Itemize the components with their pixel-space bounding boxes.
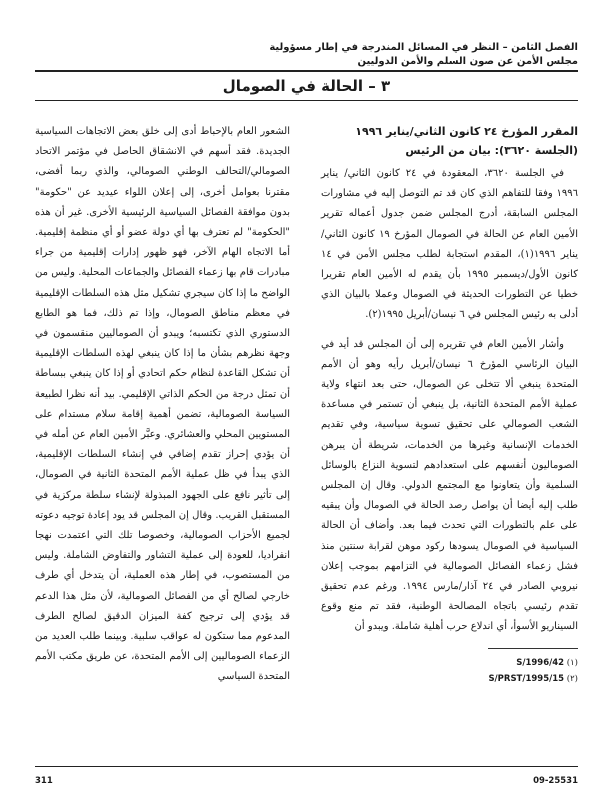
footnote-2-reference: S/PRST/1995/15 xyxy=(488,674,565,684)
footnote-1-number: (١) xyxy=(566,658,578,668)
page-footer xyxy=(35,776,578,788)
right-column xyxy=(321,122,578,638)
header-line-2: مجلس الأمن عن صون السلم والأمن الدوليين xyxy=(357,56,578,67)
header-rule-bottom xyxy=(35,100,578,101)
footnote-rule xyxy=(488,648,578,649)
footnote-1-reference: S/1996/42 xyxy=(516,658,565,668)
footer-rule xyxy=(35,766,578,767)
footnote-2-number: (٢) xyxy=(566,674,578,684)
paragraph-1: في الجلسة ٣٦٢٠، المعقودة في ٢٤ كانون الثاني/ يناير ١٩٩٦ وفقا للتفاهم الذي كان قد تم التوصل إليه في مشاورات المجلس السابقة، أدرج المجلس ضمن جدول أعماله تقرير الأمين العام عن الحالة في الصومال المؤرخ ١٩ كانون الثاني/يناير ١٩٩٦(١)، المقدم استجابة لطلب مجلس الأمن في ١٤ كانون الأول/ديسمبر ١٩٩٥ بأن يقدم له الأمين العام تقريرا خطيا عن التطورات الحديثة في الصومال وعملا بالبيان الذي أدلى به رئيس المجلس في ٦ نيسان/أبريل ١٩٩٥(٢). xyxy=(321,168,579,321)
running-header xyxy=(38,41,578,69)
footnotes xyxy=(321,655,578,687)
document-code: 09-25531 xyxy=(533,776,578,786)
page-number: 311 xyxy=(35,776,53,786)
section-title: ٣ – الحالة في الصومال xyxy=(222,77,391,95)
agenda-subheading: (الجلسة ٣٦٢٠): بيان من الرئيس xyxy=(405,144,578,157)
agenda-heading: المقرر المؤرخ ٢٤ كانون الثاني/يناير ١٩٩٦ xyxy=(355,125,578,138)
footnote-1 xyxy=(321,655,578,671)
paragraph-2: وأشار الأمين العام في تقريره إلى أن المجلس قد أيد في البيان الرئاسي المؤرخ ٦ نيسان/أبريل رأيه وهو أن الأمم المتحدة ينبغي ألا تتخلى عن الصومال، حتى بعد انتهاء ولاية عملية الأمم المتحدة الثانية، بل ينبغي أن تستمر في مساعدة الشعب الصومالي على تحقيق تسوية سياسية، وفي تقديم الخدمات الإنسانية وغيرها من الخدمات، شريطة أن يبرهن الصوماليون أنفسهم على استعدادهم لتسوية النزاع بالوسائل السلمية وأن يتعاونوا مع المجتمع الدولي. وقال إن المجلس طلب إليه أيضا أن يواصل رصد الحالة في الصومال وأن يبقيه على علم بالتطورات التي تحدث فيما بعد. وأضاف أن الحالة السياسية في الصومال يسودها ركود موهن لقرابة سنتين منذ فشل زعماء الفصائل الصومالية في التزامهم بموجب إعلان نيروبي الصادر في ٢٤ آذار/مارس ١٩٩٤. ورغم عدم تحقيق تقدم رئيسي باتجاه المصالحة الوطنية، فقد تم منع وقوع السيناريو الأسوأ، أي اندلاع حرب أهلية شاملة. ويبدو أن xyxy=(321,338,579,633)
header-line-1: الفصل الثامن – النظر في المسائل المندرجة في إطار مسؤولية xyxy=(269,42,578,53)
header-rule-top xyxy=(35,70,578,72)
footnote-2 xyxy=(321,671,578,687)
paragraph-continued: الشعور العام بالإحباط أدى إلى خلق بعض الاتجاهات السياسية الجديدة. فقد أسهم في الانشقاق الحاصل في مؤتمر الاتحاد الصومالي/التحالف الوطني الصومالي، والذي ربما أفضى، مقترنا بعوامل أخرى، إلى إعلان اللواء عيديد عن "حكومة" بدون موافقة الفصائل السياسية الرئيسية الأخرى. غير أن هذه "الحكومة" لم تعترف بها أي دولة عضو أو أي منظمة إقليمية. أما الاتجاه الهام الآخر، فهو ظهور إدارات إقليمية من جراء مبادرات قام بها زعماء الفصائل والجماعات المحلية. وليس من الواضح ما إذا كان سيجري تشكيل مثل هذه السلطات الإقليمية في معظم مناطق الصومال، وإذا تم ذلك، فما هو الطابع الدستوري الذي تكتسبه؛ ويبدو أن الصوماليين منقسمون في وجهة نظرهم بشأن ما إذا كان ينبغي لهذه السلطات الإقليمية أن تشكل القاعدة لنظام حكم اتحادي أو إذا كان ينبغي ببساطة أن تمثل درجة من الحكم الذاتي الإقليمي. بيد أنه نظرا لطبيعة السياسة الصومالية، تضمن أهمية إقامة سلام مستدام على المستويين المحلي والعشائري. وعبَّر الأمين العام عن أمله في أن يؤدي إحراز تقدم إضافي في إنشاء السلطات الإقليمية، الذي يبدأ في ظل عملية الأمم المتحدة الثانية في الصومال، إلى تأثير نافع على الجهود المبذولة لإنشاء سلطة مركزية في المستقبل القريب. وقال إن المجلس قد يود إعادة توجيه دعوته لجميع الأحزاب الصومالية، وخصوصا تلك التي اعتمدت نهجا انفراديا، للعودة إلى عملية التشاور والتفاوض الشاملة. وليس من المستصوب، في إطار هذه العملية، أن يتدخل أي طرف خارجي لصالح أي من الفصائل الصومالية، لأن مثل هذا الدعم قد يؤدي إلى ترجيح كفة الميزان الدقيق لصالح الطرف المدعوم مما ستكون له عواقب سلبية. وبينما طلب العديد من الزعماء الصوماليين إلى الأمم المتحدة، عن طريق مكتب الأمم المتحدة السياسي xyxy=(35,126,290,683)
left-column xyxy=(35,122,290,688)
